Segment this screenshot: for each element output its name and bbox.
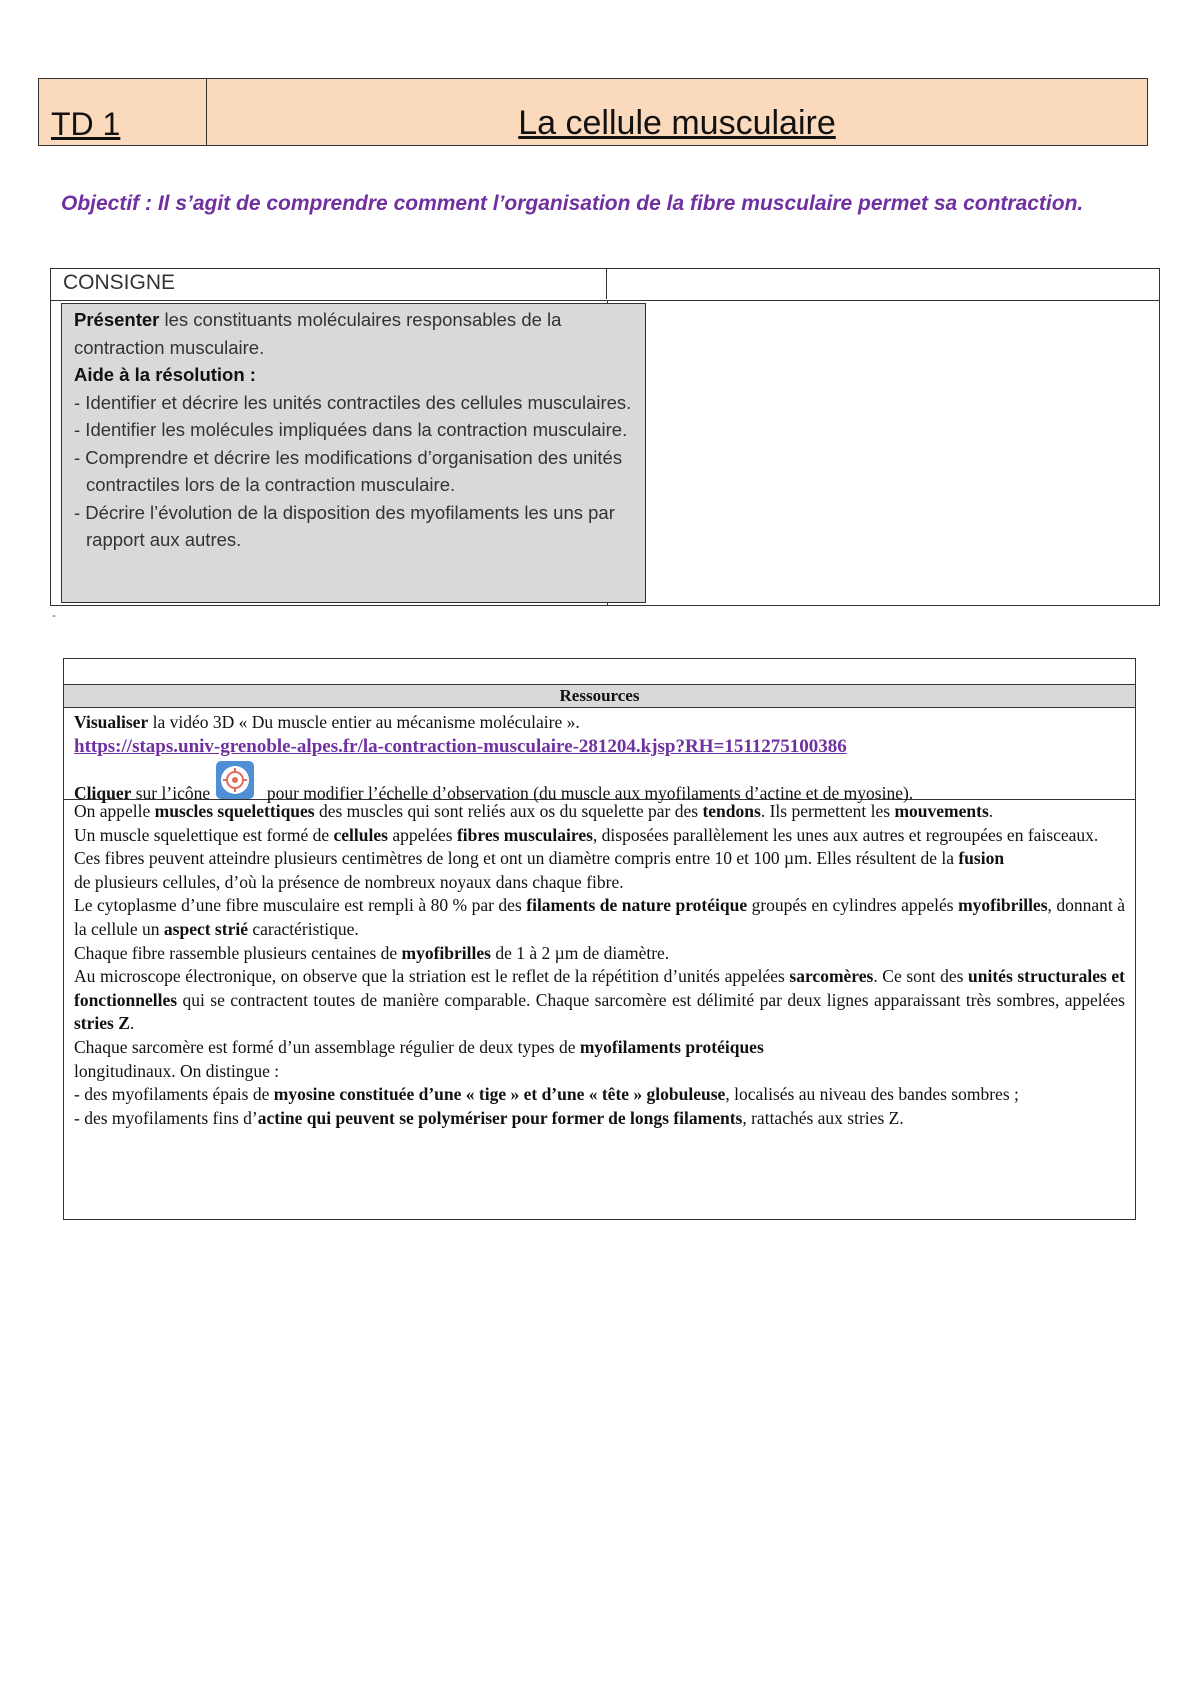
answer-cell[interactable]: [607, 301, 1159, 605]
title-banner: [38, 78, 1148, 146]
bold-term: aspect strié: [163, 918, 248, 939]
paragraph: [74, 1036, 1125, 1060]
aide-bullet: - Comprendre et décrire les modifications d’organisation des unités contractiles lors de la contraction musculaire.: [74, 446, 623, 495]
paragraph: [74, 965, 1125, 1036]
consigne-table: [50, 268, 1160, 606]
visualiser-verb: Visualiser: [74, 712, 149, 732]
stray-mark: -: [52, 608, 56, 622]
aide-bullet: - Décrire l’évolution de la disposition des myofilaments les uns par rapport aux autres.: [74, 501, 615, 550]
bold-term: fibres musculaires: [456, 824, 593, 845]
td-label: TD 1: [51, 106, 121, 142]
aide-bullet: - Identifier les molécules impliquées dans la contraction musculaire.: [74, 419, 628, 440]
ressources-heading: Ressources: [64, 685, 1135, 708]
paragraph: longitudinaux. On distingue :: [74, 1060, 280, 1081]
title-cell: [207, 79, 1147, 145]
paragraph: [74, 824, 1125, 848]
paragraph: [74, 1107, 1125, 1131]
bold-term: myofilaments protéiques: [579, 1036, 764, 1057]
text-segment: .: [988, 801, 994, 821]
text-segment: appelées: [387, 824, 457, 845]
objective-text: Objectif : Il s’agit de comprendre comment l’organisation de la fibre musculaire permet sa contraction.: [61, 192, 1084, 215]
text-segment: , disposées parallèlement les unes aux autres et regroupées en faisceaux.: [592, 824, 1099, 845]
text-segment: Chaque fibre rassemble plusieurs centaines de: [74, 942, 402, 963]
cliquer-text-b: pour modifier l’échelle d’observation (du muscle aux myofilaments d’actine et de myosine).: [262, 783, 914, 803]
bold-term: tendons: [702, 801, 761, 821]
bold-term: actine qui peuvent se polymériser pour former de longs filaments: [257, 1107, 743, 1128]
bold-term: filaments de nature protéique: [526, 895, 748, 916]
text-segment: . Ce sont des: [873, 966, 969, 987]
bold-term: mouvements: [894, 801, 989, 821]
text-segment: . Ils permettent les: [760, 801, 895, 821]
text-segment: des muscles qui sont reliés aux os du squelette par des: [314, 801, 703, 821]
aide-title: Aide à la résolution :: [74, 364, 256, 385]
bold-term: unités structurales et fonctionnelles: [74, 966, 1125, 1010]
text-segment: - des myofilaments fins d’: [74, 1107, 258, 1128]
text-segment: , localisés au niveau des bandes sombres ;: [725, 1084, 1019, 1105]
bold-term: muscles squelettiques: [154, 801, 315, 821]
consigne-header-row: [51, 269, 1159, 301]
paragraph: [74, 894, 1125, 941]
consigne-instructions: [61, 303, 646, 603]
video-section: [64, 708, 1135, 803]
paragraph: [74, 942, 1125, 966]
target-icon[interactable]: [216, 761, 254, 799]
task-line: [74, 306, 645, 361]
video-link-line: [74, 734, 1125, 759]
text-segment: Au microscope électronique, on observe que la striation est le reflet de la répétition d’unités appelées: [74, 966, 790, 987]
text-segment: - des myofilaments épais de: [74, 1084, 274, 1105]
bold-term: cellules: [333, 824, 388, 845]
text-segment: On appelle: [74, 801, 155, 821]
page-title: La cellule musculaire: [518, 104, 836, 142]
text-section: [64, 800, 1135, 1130]
bold-term: fusion: [958, 848, 1005, 869]
paragraph: [74, 1083, 1125, 1107]
aide-bullet: - Identifier et décrire les unités contractiles des cellules musculaires.: [74, 391, 632, 413]
empty-row: [64, 659, 1135, 685]
visualiser-line: [74, 710, 1125, 734]
bold-term: sarcomères: [789, 966, 874, 987]
paragraph: [74, 847, 1125, 871]
consigne-heading: CONSIGNE: [51, 269, 607, 299]
text-segment: Un muscle squelettique est formé de: [74, 824, 334, 845]
cliquer-text-a: sur l’icône: [131, 783, 215, 803]
text-segment: de 1 à 2 µm de diamètre.: [490, 942, 670, 963]
text-segment: .: [129, 1013, 135, 1034]
task-text: les constituants moléculaires responsables de la contraction musculaire.: [74, 309, 562, 358]
td-cell: [39, 79, 207, 145]
text-segment: caractéristique.: [247, 918, 359, 939]
text-segment: Le cytoplasme d’une fibre musculaire est rempli à 80 % par des: [74, 895, 527, 916]
paragraph: de plusieurs cellules, d’où la présence de nombreux noyaux dans chaque fibre.: [74, 871, 624, 892]
text-segment: Ces fibres peuvent atteindre plusieurs centimètres de long et ont un diamètre compris entre 10 et 100 µm. Elles résultent de la: [74, 848, 959, 869]
cliquer-line: [74, 769, 1125, 807]
ressources-table: [63, 658, 1136, 1220]
video-link[interactable]: https://staps.univ-grenoble-alpes.fr/la-contraction-musculaire-281204.kjsp?RH=1511275100386: [74, 736, 847, 757]
bold-term: stries Z: [74, 1013, 130, 1034]
text-segment: , donnant à la cellule un: [74, 895, 1126, 939]
task-verb: Présenter: [74, 309, 160, 330]
bold-term: myofibrilles: [401, 942, 491, 963]
visualiser-text: la vidéo 3D « Du muscle entier au mécanisme moléculaire ».: [148, 712, 580, 732]
bold-term: myosine constituée d’une « tige » et d’une « tête » globuleuse: [273, 1084, 726, 1105]
text-segment: , rattachés aux stries Z.: [742, 1107, 904, 1128]
text-segment: Chaque sarcomère est formé d’un assemblage régulier de deux types de: [74, 1036, 580, 1057]
bold-term: myofibrilles: [958, 895, 1048, 916]
text-segment: qui se contractent toutes de manière comparable. Chaque sarcomère est délimité par deux lignes apparaissant très sombres, appelées: [177, 989, 1125, 1010]
cliquer-verb: Cliquer: [74, 783, 132, 803]
text-segment: groupés en cylindres appelés: [747, 895, 959, 916]
